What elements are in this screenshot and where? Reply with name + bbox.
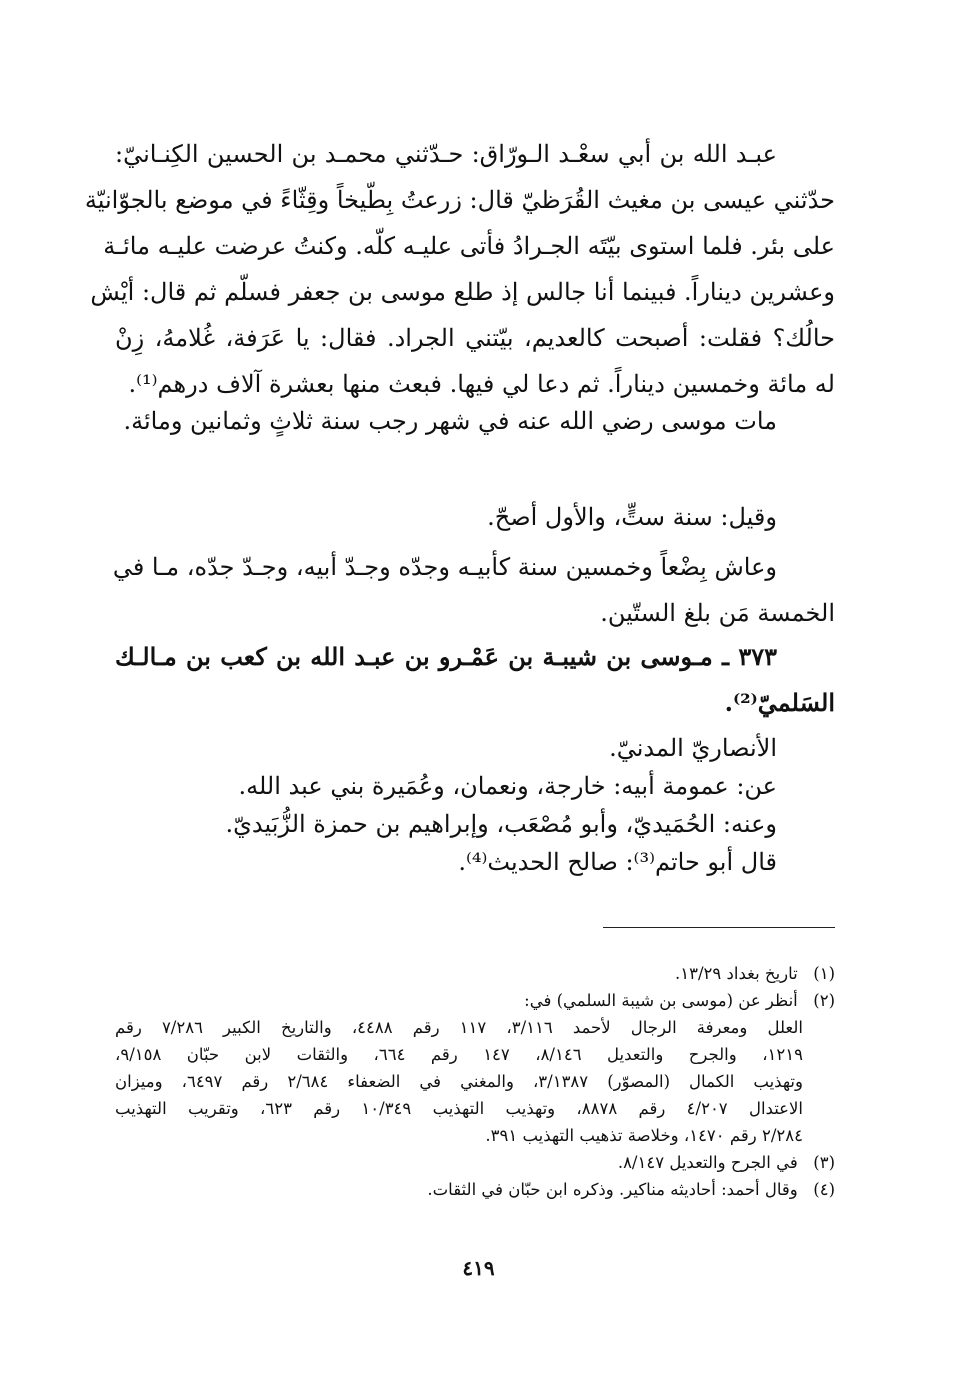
narrative-paragraph — [84, 131, 835, 407]
footnote-4 — [115, 1176, 835, 1203]
qeel-paragraph — [115, 494, 835, 540]
footnote-number: (٣) — [813, 1153, 835, 1172]
text-line: له مائة وخمسين ديناراً. ثم دعا لي فيها. فبعث منها بعشرة آلاف درهم⁽¹⁾. — [128, 370, 835, 398]
text-line: ٣٧٣ ـ مـوسى بن شيبـة بن عَمْـرو بن عبـد الله بن كعب بن مـالـك — [115, 642, 777, 671]
text-line: حدّثني عيسى بن مغيث القُرَظيّ قال: زرعتُ بِطّيخاً وقِثّاءً في موضع بالجوّانيّة — [84, 186, 835, 214]
text-line: السَلميّ⁽²⁾. — [724, 688, 835, 717]
footnote-text: العلل ومعرفة الرجال لأحمد ٣/١١٦، ١١٧ رقم ٤٤٨٨، والتاريخ الكبير ٧/٢٨٦ رقم — [115, 1018, 803, 1037]
text-line: وعاش بِضْعاً وخمسين سنة كأبيـه وجدّه وجـدّ أبيه، وجـدّ جدّه، مـا في — [112, 553, 777, 581]
footnote-separator — [603, 927, 835, 928]
text-line: مات موسى رضي الله عنه في شهر رجب سنة ثلاثٍ وثمانين ومائة. — [123, 407, 777, 435]
footnote-number: (٢) — [813, 991, 835, 1010]
death-paragraph — [115, 398, 835, 444]
text-line: حالُك؟ فقلت: أصبحت كالعديم، بيّتني الجراد. فقال: يا عَرَفة، غُلامهُ، زِنْ — [115, 324, 835, 352]
footnote-text: الاعتدال ٤/٢٠٧ رقم ٨٨٧٨، وتهذيب التهذيب ١٠/٣٤٩ رقم ٦٢٣، وتقريب التهذيب — [115, 1099, 804, 1118]
footnote-text: أنظر عن (موسى بن شيبة السلمي) في: — [524, 991, 798, 1010]
footnote-text: وتهذيب الكمال (المصوّر) ٣/١٣٨٧، والمغني في الضعفاء ٢/٦٨٤ رقم ٦٤٩٧، وميزان — [115, 1072, 803, 1091]
text-line: الخمسة مَن بلغ الستّين. — [600, 599, 835, 627]
footnote-2 — [115, 987, 835, 1149]
footnote-number: (٤) — [813, 1180, 835, 1199]
text-line: عن: عمومة أبيه: خارجة، ونعمان، وعُمَيرة بني عبد الله. — [238, 772, 777, 800]
footnote-number: (١) — [813, 964, 835, 983]
footnotes — [115, 960, 835, 1203]
page-number: ٤١٩ — [462, 1256, 495, 1280]
text-line: الأنصاريّ المدنيّ. — [609, 734, 777, 762]
footnote-text: وقال أحمد: أحاديثه مناكير. وذكره ابن حبّان في الثقات. — [427, 1180, 798, 1199]
footnote-text: ١٢١٩، والجرح والتعديل ٨/١٤٦، ١٤٧ رقم ٦٦٤، والثقات لابن حبّان ٩/١٥٨، — [115, 1045, 803, 1064]
text-line: وقيل: سنة ستٍّ، والأول أصحّ. — [487, 503, 777, 531]
text-line: وعنه: الحُمَيديّ، وأبو مُصْعَب، وإبراهيم بن حمزة الزُّبَيديّ. — [225, 810, 777, 838]
lived-paragraph — [112, 544, 835, 636]
footnote-text: تاريخ بغداد ١٣/٢٩. — [675, 964, 798, 983]
footnote-text: ٢/٢٨٤ رقم ١٤٧٠، وخلاصة تذهيب التهذيب ٣٩١. — [485, 1126, 803, 1145]
footnote-3 — [115, 1149, 835, 1176]
entry-details — [115, 729, 835, 881]
text-line: عبـد الله بن أبي سعْـد الـورّاق: حـدّثني محمـد بن الحسين الكِنـانيّ: — [115, 140, 777, 168]
text-line: قال أبو حاتم⁽³⁾: صالح الحديث⁽⁴⁾. — [458, 848, 777, 876]
text-line: على بئر. فلما استوى بيّتَه الجـرادُ فأتى عليـه كلّه. وكنتُ عرضت عليـه مائـة — [103, 232, 835, 260]
text-line: وعشرين ديناراً. فبينما أنا جالس إذ طلع موسى بن جعفر فسلّم ثم قال: أيْش — [90, 278, 835, 306]
footnote-1 — [115, 960, 835, 987]
footnote-text: في الجرح والتعديل ٨/١٤٧. — [617, 1153, 798, 1172]
entry-heading — [115, 634, 835, 726]
